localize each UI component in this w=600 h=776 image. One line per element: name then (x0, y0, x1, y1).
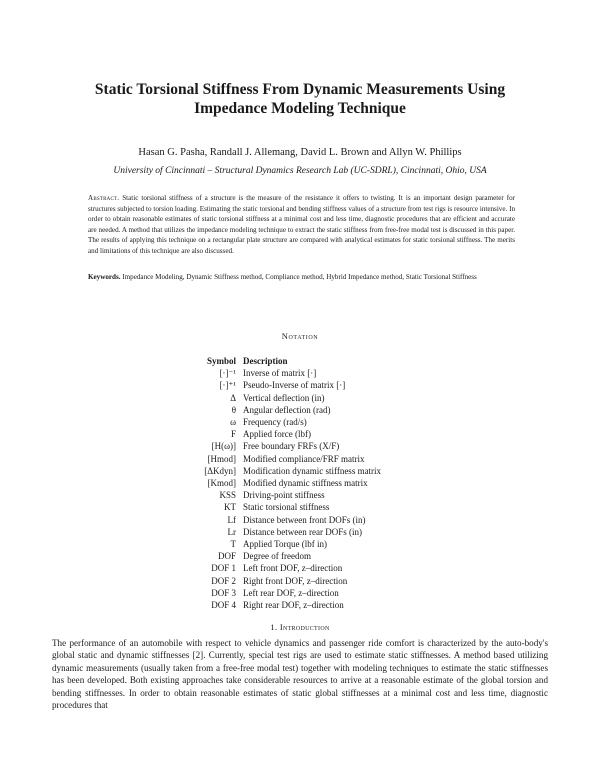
section-title: Introduction (279, 622, 330, 632)
notation-row (0, 489, 600, 501)
notation-row (0, 428, 600, 440)
notation-row (0, 416, 600, 428)
notation-description: Free boundary FRFs (X/F) (243, 441, 340, 452)
notation-description: Inverse of matrix [·] (243, 368, 317, 379)
notation-row (0, 501, 600, 513)
notation-row (0, 599, 600, 611)
abstract (88, 193, 515, 256)
notation-row (0, 538, 600, 550)
notation-row (0, 367, 600, 379)
notation-symbol: KSS (219, 490, 236, 501)
notation-symbol: Lr (227, 526, 236, 537)
notation-description: Frequency (rad/s) (243, 417, 307, 427)
notation-description: Modification dynamic stiffness matrix (243, 465, 382, 476)
keywords-label: Keywords. (88, 273, 121, 281)
section-heading (0, 622, 600, 632)
title-line-1: Static Torsional Stiffness From Dynamic Measurements Using (94, 81, 506, 98)
notation-symbol: ω (230, 417, 236, 427)
notation-row (0, 562, 600, 574)
notation-description: Distance between front DOFs (in) (243, 514, 366, 525)
notation-symbol: KT (224, 502, 236, 513)
notation-row (0, 477, 600, 489)
notation-symbol: [H(ω)] (211, 441, 236, 452)
section-body: The performance of an automobile with respect to vehicle dynamics and passenger ride comfort is characterized by the auto-body's global static and dynamic stiffnesses [2]. Currently, special test rigs are used to estimate static stiffnesses. A method based utilizing dynamic measurements (usually taken from a free-free modal test) together with modeling techniques to estimate the static stiffnesses has been developed. Both existing approaches take considerable resources to arrive at a reasonable estimate of the global torsion and bending stiffnesses. In order to obtain reasonable estimates of static global stiffnesses at a minimal cost and less time, diagnostic procedures that (52, 638, 548, 711)
notation-row (0, 379, 600, 391)
notation-symbol: T (230, 539, 236, 549)
notation-description: Static torsional stiffness (243, 502, 330, 513)
notation-row (0, 514, 600, 526)
affiliation: University of Cincinnati – Structural Dynamics Research Lab (UC-SDRL), Cincinnati, Ohio, USA (113, 166, 487, 176)
notation-symbol: DOF 4 (211, 600, 236, 610)
notation-description: Modified compliance/FRF matrix (243, 453, 365, 464)
notation-row (0, 440, 600, 452)
abstract-text: Static torsional stiffness of a structure is the measure of the resistance it offers to twisting. It is an important design parameter for structures subjected to torsion loading. Estimating the static torsional and bending stiffness values of a structure from test rigs is resource intensive. In order to obtain reasonable estimates of static torsional stiffness at a minimal cost and less time, diagnostic procedures that are efficient and accurate are needed. A method that utilizes the impedance modeling technique to extract the static stiffness from free-free modal test is discussed in this paper. The results of applying this technique on a rectangular plate structure are compared with analytical estimates for static torsional stiffness. The merits and limitations of this technique are also discussed. (88, 194, 515, 255)
notation-description: Left rear DOF, z–direction (243, 587, 339, 598)
notation-description: Angular deflection (rad) (243, 404, 331, 415)
notation-symbol: Δ (230, 392, 236, 403)
notation-symbol: DOF 1 (211, 563, 236, 574)
notation-symbol: [·]⁺¹ (219, 380, 236, 391)
notation-row (0, 575, 600, 587)
notation-row (0, 465, 600, 477)
notation-description: Applied Torque (lbf in) (243, 539, 327, 549)
keywords (88, 272, 515, 283)
notation-description: Left front DOF, z–direction (243, 563, 343, 574)
notation-symbol: DOF 2 (211, 575, 236, 586)
keywords-text: Impedance Modeling, Dynamic Stiffness method, Compliance method, Hybrid Impedance method, Static Torsional Stiffness (122, 273, 477, 281)
notation-symbol: [·]⁻¹ (219, 368, 236, 379)
author-list: Hasan G. Pasha, Randall J. Allemang, David L. Brown and Allyn W. Phillips (138, 147, 462, 158)
notation-row (0, 453, 600, 465)
notation-header-row (0, 355, 600, 367)
notation-description: Applied force (lbf) (243, 429, 311, 440)
notation-row (0, 392, 600, 404)
notation-description: Driving-point stiffness (243, 490, 325, 501)
paper-title (40, 80, 560, 118)
notation-row (0, 587, 600, 599)
notation-row (0, 550, 600, 562)
notation-symbol: DOF (217, 551, 236, 562)
notation-heading: Notation (281, 331, 319, 341)
notation-header-description: Description (243, 356, 288, 366)
notation-description: Vertical deflection (in) (243, 392, 325, 403)
notation-description: Modified dynamic stiffness matrix (243, 478, 368, 488)
notation-symbol: [Kmod] (207, 478, 236, 488)
notation-symbol: [ΔKdyn] (204, 465, 236, 476)
notation-symbol: F (230, 429, 236, 440)
notation-row (0, 404, 600, 416)
abstract-label: Abstract. (88, 194, 120, 202)
notation-description: Distance between rear DOFs (in) (243, 526, 362, 537)
title-line-2: Impedance Modeling Technique (194, 100, 406, 117)
notation-description: Degree of freedom (243, 551, 311, 562)
notation-symbol: DOF 3 (211, 587, 236, 598)
notation-row (0, 526, 600, 538)
notation-symbol: θ (231, 404, 236, 415)
notation-description: Pseudo-Inverse of matrix [·] (243, 380, 346, 391)
notation-description: Right front DOF, z–direction (243, 575, 348, 586)
notation-description: Right rear DOF, z–direction (243, 600, 344, 610)
notation-symbol: [Hmod] (207, 453, 236, 464)
notation-header-symbol: Symbol (206, 356, 236, 366)
section-number: 1. (270, 622, 278, 632)
notation-symbol: Lf (227, 514, 236, 525)
